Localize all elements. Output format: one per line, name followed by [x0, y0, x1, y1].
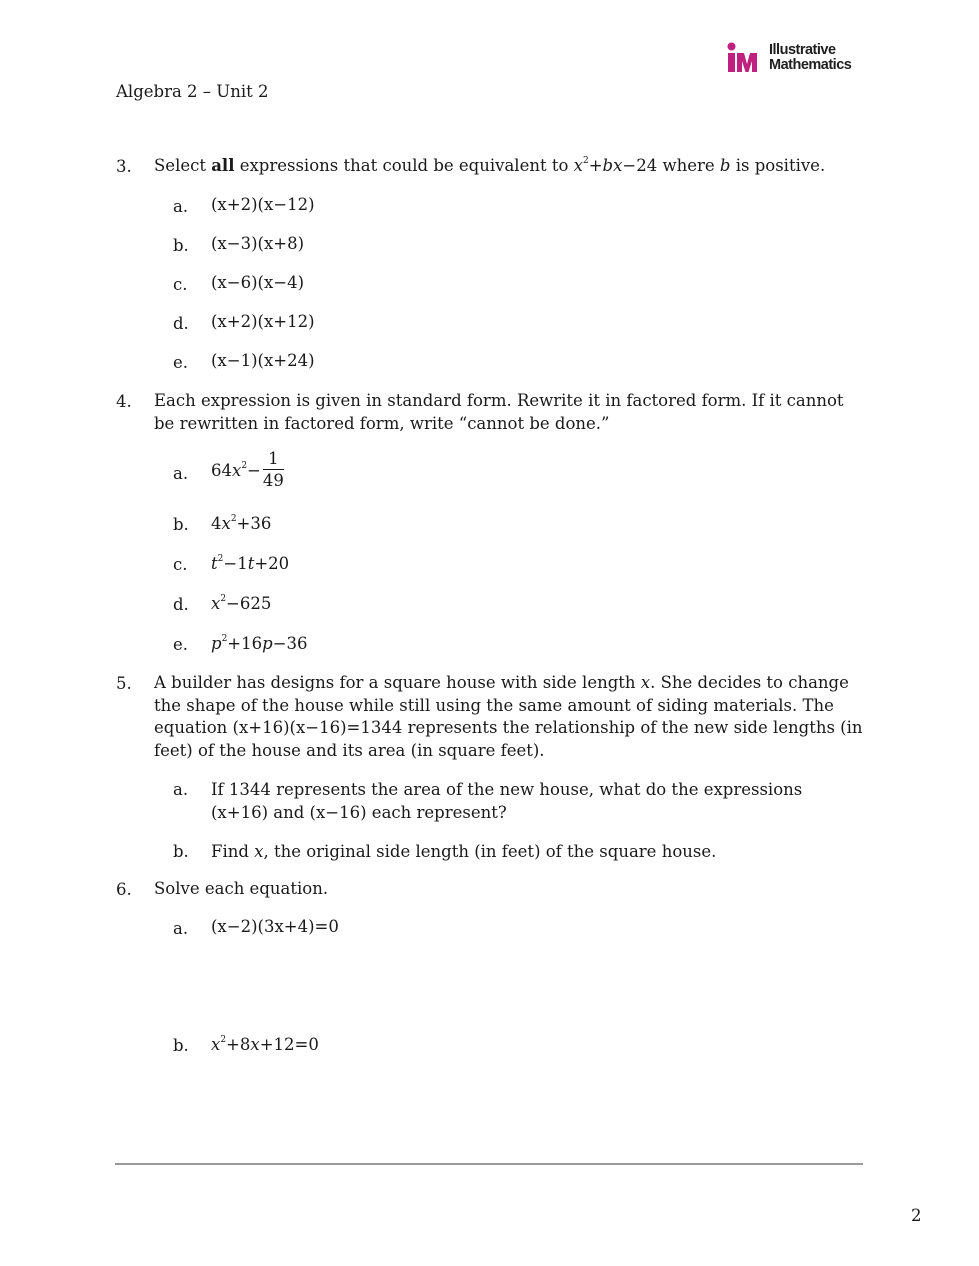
q4-label-e: e. [173, 635, 189, 654]
q5-number: 5. [116, 674, 132, 693]
q6-label-a: a. [173, 919, 189, 938]
q6-expr-b: $x^2+8x+12=0$ [211, 1034, 319, 1054]
q4-expr-d: $x^2-625$ [211, 593, 272, 613]
q3-label-d: d. [173, 314, 189, 333]
q4-expr-c: $t^2-1t+20$ [211, 553, 290, 573]
logo [727, 42, 867, 74]
q5-label-b: b. [173, 842, 189, 861]
footer-divider [115, 1163, 863, 1165]
q4-expr-e: $p^2+16p-36$ [211, 633, 308, 653]
q5-sub-a: If 1344 represents the area of the new house, what do the expressions (x+16) and (x−16) each represent? [211, 780, 803, 822]
q3-label-c: c. [173, 275, 188, 294]
q3-option-a: (x+2)(x−12) [211, 195, 315, 214]
q3-prompt: Select all expressions that could be equivalent to $x^2+bx-24$ where b is positive. [154, 155, 826, 175]
q6-number: 6. [116, 880, 132, 899]
course-title: Algebra 2 – Unit 2 [116, 82, 269, 101]
q6-expr-a: (x−2)(3x+4)=0 [211, 917, 339, 936]
q4-label-c: c. [173, 555, 188, 574]
q3-label-e: e. [173, 353, 189, 372]
q4-number: 4. [116, 392, 132, 411]
q3-option-b: (x−3)(x+8) [211, 234, 305, 253]
q5-label-a: a. [173, 780, 189, 799]
q5-sub-b: Find x, the original side length (in feet) of the square house. [211, 842, 717, 861]
q4-prompt: Each expression is given in standard form. Rewrite it in factored form. If it cannot be rewritten in factored form, write “cannot be done.” [154, 391, 844, 433]
q4-expr-b: $4x^2+36$ [211, 513, 272, 533]
q4-label-b: b. [173, 515, 189, 534]
q4-expr-a: $64x^2-$ $\frac{1}{49}$ [211, 449, 284, 490]
q3-option-d: (x+2)(x+12) [211, 312, 315, 331]
q3-number: 3. [116, 157, 132, 176]
q3-option-c: (x−6)(x−4) [211, 273, 305, 292]
q3-label-b: b. [173, 236, 189, 255]
q4-label-a: a. [173, 464, 189, 483]
q5-prompt: A builder has designs for a square house with side length x. She decides to change the shape of the house while still using the same amount of siding materials. The equation (x+16)(x−16)=1344 represents the relationship of the new side lengths (in feet) of the house and its area (in square feet). [154, 673, 863, 760]
q4-label-d: d. [173, 595, 189, 614]
logo-line-2: Mathematics [769, 57, 852, 73]
logo-line-1: Illustrative [769, 42, 836, 58]
q3-label-a: a. [173, 197, 189, 216]
q6-label-b: b. [173, 1036, 189, 1055]
q6-prompt: Solve each equation. [154, 879, 329, 898]
page-number: 2 [911, 1206, 922, 1225]
q3-option-e: (x−1)(x+24) [211, 351, 315, 370]
im-logo-icon [727, 42, 765, 74]
